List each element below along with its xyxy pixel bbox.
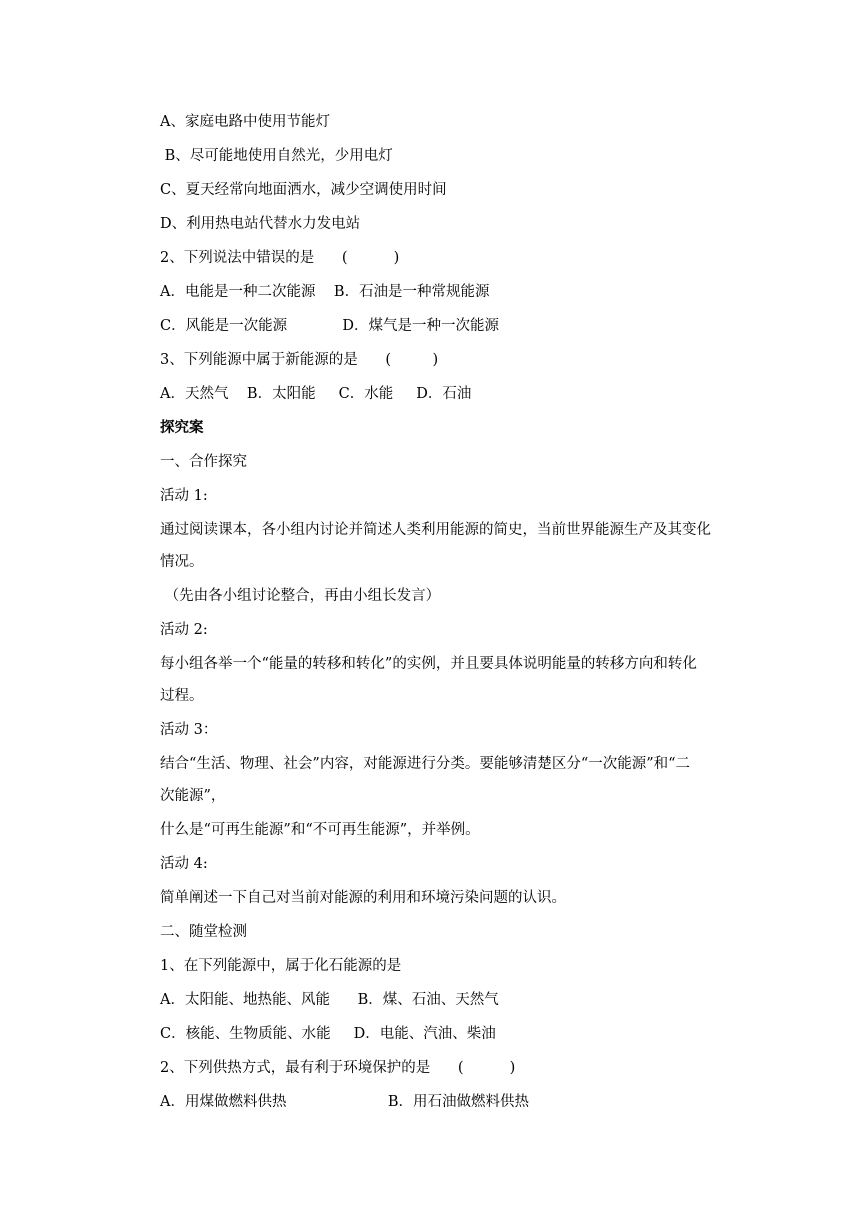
question-2: 2、下列说法中错误的是 ( ) [160, 250, 400, 266]
option-c-water-spraying: C、夏天经常向地面洒水，减少空调使用时间 [160, 182, 447, 198]
question-3: 3、下列能源中属于新能源的是 ( ) [160, 352, 439, 368]
test-question-2: 2、下列供热方式，最有利于环境保护的是 ( ) [160, 1060, 516, 1076]
activity-1-text-line-2: 情况。 [160, 554, 204, 570]
section-heading-inquiry: 探究案 [160, 419, 204, 436]
activity-1-text-line-1: 通过阅读课本，各小组内讨论并简述人类利用能源的简史，当前世界能源生产及其变化 [160, 522, 711, 538]
test-question-1-options-ab: A．太阳能、地热能、风能 B．煤、石油、天然气 [160, 992, 499, 1008]
option-b-natural-light: B、尽可能地使用自然光，少用电灯 [160, 148, 393, 164]
activity-3-text-line-1: 结合“生活、物理、社会”内容，对能源进行分类。要能够清楚区分“一次能源”和“二 [160, 756, 691, 772]
activity-4-title: 活动 4: [160, 856, 208, 872]
question-2-options-ab: A．电能是一种二次能源 B．石油是一种常规能源 [160, 284, 490, 300]
test-question-1-options-cd: C．核能、生物质能、水能 D．电能、汽油、柴油 [160, 1026, 496, 1042]
subheading-cooperative-inquiry: 一、合作探究 [160, 454, 247, 470]
activity-1-note: （先由各小组讨论整合，再由小组长发言） [160, 588, 441, 604]
question-3-options: A．天然气 B．太阳能 C．水能 D．石油 [160, 386, 472, 402]
activity-2-title: 活动 2: [160, 622, 208, 638]
option-d-thermal-power: D、利用热电站代替水力发电站 [160, 216, 361, 232]
option-a-energy-saving-lamp: A、家庭电路中使用节能灯 [160, 114, 330, 130]
question-2-options-cd: C．风能是一次能源 D．煤气是一种一次能源 [160, 318, 500, 334]
activity-2-text-line-1: 每小组各举一个“能量的转移和转化”的实例，并且要具体说明能量的转移方向和转化 [160, 656, 697, 672]
activity-4-text: 简单阐述一下自己对当前对能源的利用和环境污染问题的认识。 [160, 890, 566, 906]
activity-1-title: 活动 1: [160, 488, 208, 504]
activity-2-text-line-2: 过程。 [160, 688, 204, 704]
activity-3-text-line-3: 什么是“可再生能源”和“不可再生能源”，并举例。 [160, 822, 480, 838]
test-question-2-options-ab: A．用煤做燃料供热 B．用石油做燃料供热 [160, 1094, 530, 1110]
test-question-1: 1、在下列能源中，属于化石能源的是 [160, 958, 402, 974]
subheading-in-class-test: 二、随堂检测 [160, 924, 247, 940]
activity-3-title: 活动 3： [160, 722, 218, 738]
activity-3-text-line-2: 次能源”， [160, 788, 226, 804]
